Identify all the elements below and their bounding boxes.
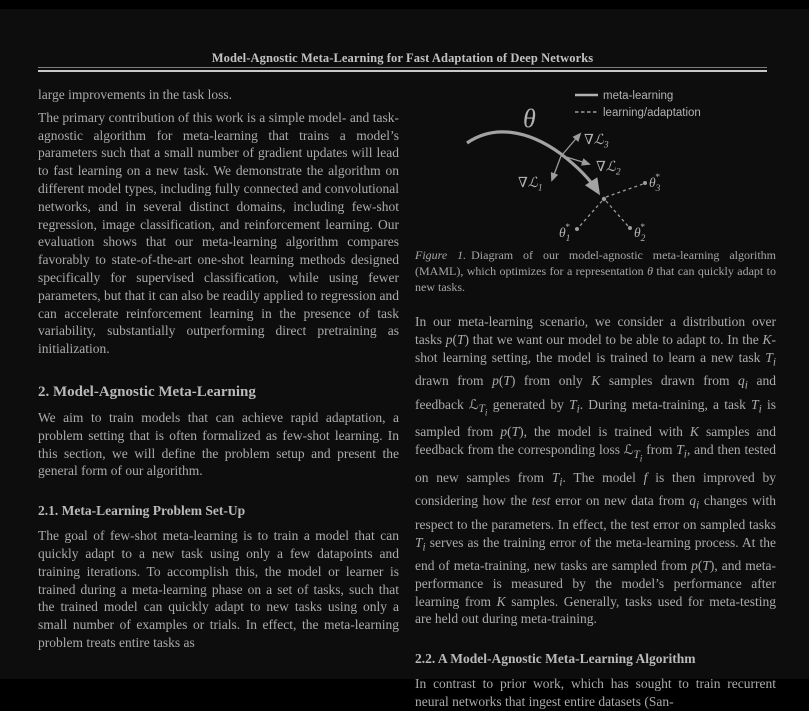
gradient-label-2: ∇ℒ$_2$ <box>596 160 621 178</box>
theta-star-2-point <box>628 226 632 230</box>
theta-star-1-point <box>575 227 579 231</box>
figure-1-diagram <box>415 85 776 243</box>
header-rule-thin <box>38 67 767 68</box>
gradient-label-1: ∇ℒ$_1$ <box>518 176 543 194</box>
theta-star-3-point <box>643 181 647 185</box>
gradient-label-3: ∇ℒ$_3$ <box>584 133 609 151</box>
paragraph-scenario: In our meta-learning scenario, we consider a distribution over tasks p(T) that we want our model to be able to adapt to. In the K-shot learning setting, the model is trained to learn a new task $T_i$ drawn from p(T) from only K samples drawn from $q_i$ and feedback ℒ$_{T_i}$ generated by $T_i$. During meta-training, a task $T_i$ is sampled from p(T), the model is trained with K samples and feedback from the corresponding loss ℒ$_{T_i}$ from $T_i$, and then tested on new samples from $T_i$. The model f is then improved by considering how the test error on new data from $q_i$ changes with respect to the parameters. In effect, the test error on sampled tasks $T_i$ serves as the training error of the meta-learning process. At the end of meta-training, new tasks are sampled from p(T), and meta-performance is measured by the model’s performance after learning from K samples. Generally, tasks used for meta-testing are held out during meta-training. <box>415 314 777 627</box>
header-rule-thick <box>38 70 767 72</box>
paragraph-contribution: The primary contribution of this work is a simple model- and task-agnostic algorithm for meta-learning that trains a model’s parameters such that a small number of gradient updates will lead to fast learning on a new task. We demonstrate the algorithm on different model types, including fully connected and convolutional networks, and in several distinct domains, including few-shot regression, image classification, and reinforcement learning. Our evaluation shows that our meta-learning algorithm compares favorably to state-of-the-art one-shot learning methods designed specifically for supervised classification, while using fewer parameters, but that it can also be readily applied to regression and can accelerate reinforcement learning in the presence of task variability, substantially outperforming direct pretraining as initialization. <box>38 109 399 357</box>
paragraph-fragment: large improvements in the task loss. <box>38 87 232 102</box>
adaptation-dashed-line-1 <box>579 201 602 227</box>
legend-meta-learning-label: meta-learning <box>603 90 674 102</box>
left-column <box>38 86 399 652</box>
legend-adaptation-label: learning/adaptation <box>603 107 701 119</box>
theta-star-1-label: $\theta_1*$ <box>559 223 571 244</box>
theta-label: θ <box>523 104 536 133</box>
paragraph-goal: The goal of few-shot meta-learning is to train a model that can quickly adapt to a new task using only a few datapoints and training iterations. To accomplish this, the model or learner is trained during a meta-learning phase on a set of tasks, such that the trained model can quickly adapt to new tasks using only a small number of examples or trials. In effect, the meta-learning problem treats entire tasks as <box>38 528 399 650</box>
figure-caption-tag: Figure 1. <box>415 248 467 262</box>
top-black-bar <box>0 0 809 9</box>
junction-point <box>602 197 606 201</box>
theta-star-3-label: $\theta_3*$ <box>649 173 661 194</box>
gradient-arrow-1 <box>552 156 561 180</box>
subsection-heading-2-2: 2.2. A Model-Agnostic Meta-Learning Algorithm <box>415 651 696 667</box>
right-column <box>415 85 776 711</box>
figure-caption <box>415 247 776 295</box>
subsection-heading-2-1: 2.1. Meta-Learning Problem Set-Up <box>38 503 246 519</box>
paragraph-contrast: In contrast to prior work, which has sought to train recurrent neural networks that ingest entire datasets (San- <box>415 676 776 710</box>
figure-caption-text: Diagram of our model-agnostic meta-learning algorithm (MAML), which optimizes for a representation θ that can quickly adapt to new tasks. <box>415 248 776 294</box>
adaptation-dashed-line-2 <box>606 201 628 226</box>
gradient-arrow-3 <box>562 134 580 155</box>
theta-star-2-label: $\theta_2*$ <box>634 223 646 244</box>
adaptation-dashed-line-3 <box>606 184 643 197</box>
paragraph-aim: We aim to train models that can achieve rapid adaptation, a problem setting that is often formalized as few-shot learning. In this section, we will define the problem setup and present the general form of our algorithm. <box>38 409 399 479</box>
running-head-title: Model-Agnostic Meta-Learning for Fast Adaptation of Deep Networks <box>211 51 594 65</box>
section-heading-2: 2. Model-Agnostic Meta-Learning <box>38 383 256 400</box>
